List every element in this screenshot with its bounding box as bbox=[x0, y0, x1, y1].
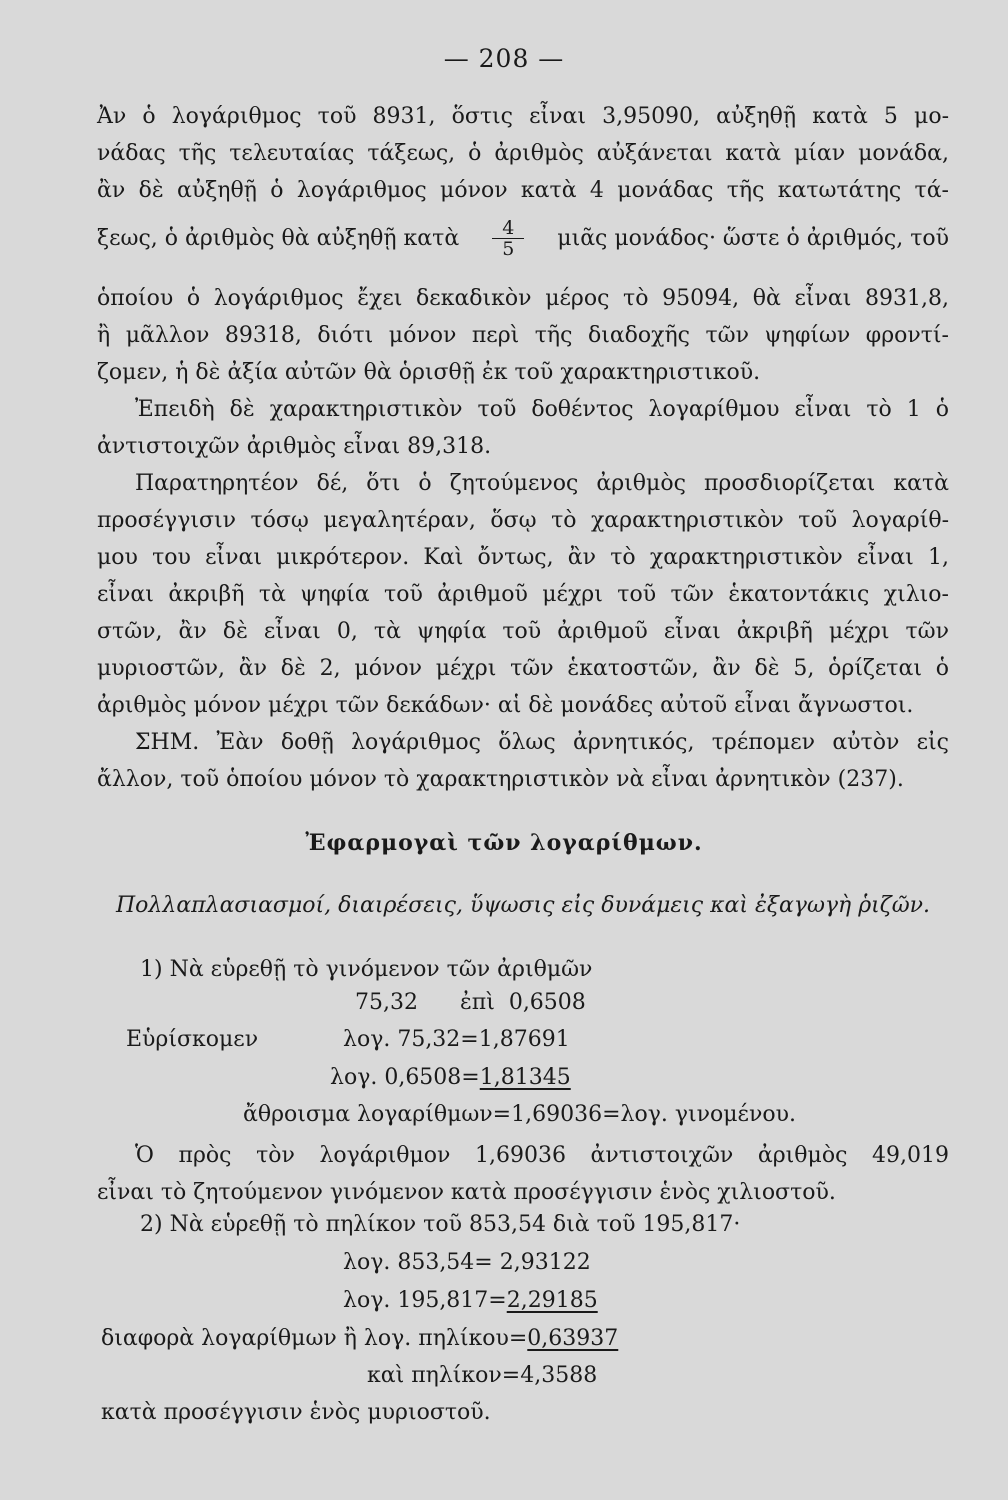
text-line: στῶν, ἂν δὲ εἶναι 0, τὰ ψηφία τοῦ ἀριθμοῦ εἶναι ἀκριβῆ μέχρι τῶν bbox=[97, 619, 949, 644]
section-heading: Ἐφαρμογαὶ τῶν λογαρίθμων. bbox=[305, 830, 703, 856]
text-line: ἢ μᾶλλον 89318, διότι μόνον περὶ τῆς διαδοχῆς τῶν ψηφίων φροντί- bbox=[97, 323, 949, 348]
text-line: εἶναι ἀκριβῆ τὰ ψηφία τοῦ ἀριθμοῦ μέχρι τοῦ τῶν ἑκατοντάκις χιλιο- bbox=[97, 582, 949, 607]
section-subheading: Πολλαπλασιασμοί, διαιρέσεις, ὕψωσις εἰς δυνάμεις καὶ ἐξαγωγὴ ῥιζῶν. bbox=[116, 893, 930, 918]
text-line: νάδας τῆς τελευταίας τάξεως, ὁ ἀριθμὸς αὐξάνεται κατὰ μίαν μονάδα, bbox=[97, 141, 949, 166]
log-line-3: λογ. 853,54= 2,93122 bbox=[343, 1250, 591, 1275]
page-number: — 208 — bbox=[443, 44, 565, 73]
log-value: 2,29185 bbox=[506, 1288, 598, 1313]
log-value: 1,81345 bbox=[479, 1065, 571, 1090]
text-line: εἶναι τὸ ζητούμενον γινόμενον κατὰ προσέγγισιν ἑνὸς χιλιοστοῦ. bbox=[97, 1180, 836, 1205]
text-line: Ὁ πρὸς τὸν λογάριθμον 1,69036 ἀντιστοιχῶν ἀριθμὸς 49,019 bbox=[135, 1143, 949, 1168]
text-line: προσέγγισιν τόσῳ μεγαλητέραν, ὅσῳ τὸ χαρακτηριστικὸν τοῦ λογαρίθ- bbox=[97, 508, 949, 533]
example-1-numbers: 75,32 ἐπὶ 0,6508 bbox=[355, 990, 586, 1015]
log-line-1 bbox=[343, 1027, 570, 1052]
text-line: ζομεν, ἡ δὲ ἀξία αὐτῶν θὰ ὁρισθῇ ἐκ τοῦ χαρακτηριστικοῦ. bbox=[97, 360, 761, 385]
text-line: μου του εἶναι μικρότερον. Καὶ ὄντως, ἂν τὸ χαρακτηριστικὸν εἶναι 1, bbox=[97, 545, 949, 570]
log-label: λογ. 195,817= bbox=[343, 1288, 507, 1313]
sum-tail: =λογ. γινομένου. bbox=[602, 1102, 796, 1127]
log-line-4 bbox=[343, 1288, 598, 1313]
example-1-label: Εὑρίσκομεν bbox=[126, 1027, 259, 1052]
fraction-denominator: 5 bbox=[502, 238, 515, 260]
text-line: ἀριθμὸς μόνον μέχρι τῶν δεκάδων· αἱ δὲ μονάδες αὐτοῦ εἶναι ἄγνωστοι. bbox=[97, 693, 914, 718]
log-difference-line bbox=[101, 1326, 618, 1351]
text-line: Παρατηρητέον δέ, ὅτι ὁ ζητούμενος ἀριθμὸς προσδιορίζεται κατὰ bbox=[135, 471, 949, 496]
difference-value: 0,63937 bbox=[527, 1326, 619, 1351]
log-label: λογ. 0,6508= bbox=[330, 1065, 480, 1090]
log-sum-line bbox=[243, 1102, 796, 1127]
paragraph-1 bbox=[97, 98, 949, 209]
fraction-line bbox=[97, 218, 949, 259]
sum-value: 1,69036 bbox=[511, 1102, 603, 1127]
text-line: μυριοστῶν, ἂν δὲ 2, μόνον μέχρι τῶν ἑκατοστῶν, ἂν δὲ 5, ὁρίζεται ὁ bbox=[97, 656, 949, 681]
example-2-title: 2) Νὰ εὑρεθῇ τὸ πηλίκον τοῦ 853,54 διὰ τοῦ 195,817· bbox=[140, 1212, 741, 1237]
log-line-2 bbox=[330, 1065, 571, 1090]
precision-line: κατὰ προσέγγισιν ἑνὸς μυριοστοῦ. bbox=[101, 1400, 491, 1425]
text-line: Ἐπειδὴ δὲ χαρακτηριστικὸν τοῦ δοθέντος λογαρίθμου εἶναι τὸ 1 ὁ bbox=[135, 397, 949, 422]
quotient-line: καὶ πηλίκον=4,3588 bbox=[367, 1363, 598, 1388]
text-fragment: μιᾶς μονάδος· ὥστε ὁ ἀριθμός, τοῦ bbox=[557, 226, 949, 251]
fraction-numerator: 4 bbox=[492, 218, 524, 239]
difference-label: διαφορὰ λογαρίθμων ἢ λογ. πηλίκου= bbox=[101, 1326, 528, 1351]
text-line: ἀντιστοιχῶν ἀριθμὸς εἶναι 89,318. bbox=[97, 434, 492, 459]
fraction bbox=[492, 218, 524, 259]
text-line: ἂν δὲ αὐξηθῇ ὁ λογάριθμος μόνον κατὰ 4 μονάδας τῆς κατωτάτης τά- bbox=[97, 178, 949, 203]
text-line: ΣΗΜ. Ἐὰν δοθῇ λογάριθμος ὅλως ἀρνητικός, τρέπομεν αὐτὸν εἰς bbox=[135, 730, 949, 755]
text-line: Ἀν ὁ λογάριθμος τοῦ 8931, ὅστις εἶναι 3,95090, αὐξηθῇ κατὰ 5 μο- bbox=[97, 104, 949, 129]
log-label: λογ. 75,32= bbox=[343, 1027, 479, 1052]
example-1-result bbox=[97, 1137, 949, 1211]
text-line: ἄλλον, τοῦ ὁποίου μόνον τὸ χαρακτηριστικὸν νὰ εἶναι ἀρνητικὸν (237). bbox=[97, 767, 904, 792]
paragraph-1-continued bbox=[97, 280, 949, 798]
sum-label: ἄθροισμα λογαρίθμων= bbox=[243, 1102, 512, 1127]
text-line: ὁποίου ὁ λογάριθμος ἔχει δεκαδικὸν μέρος τὸ 95094, θὰ εἶναι 8931,8, bbox=[97, 286, 949, 311]
log-value: 1,87691 bbox=[478, 1027, 570, 1052]
text-fragment: ξεως, ὁ ἀριθμὸς θὰ αὐξηθῇ κατὰ bbox=[97, 226, 460, 251]
example-1-title: 1) Νὰ εὑρεθῇ τὸ γινόμενον τῶν ἀριθμῶν bbox=[140, 957, 593, 982]
